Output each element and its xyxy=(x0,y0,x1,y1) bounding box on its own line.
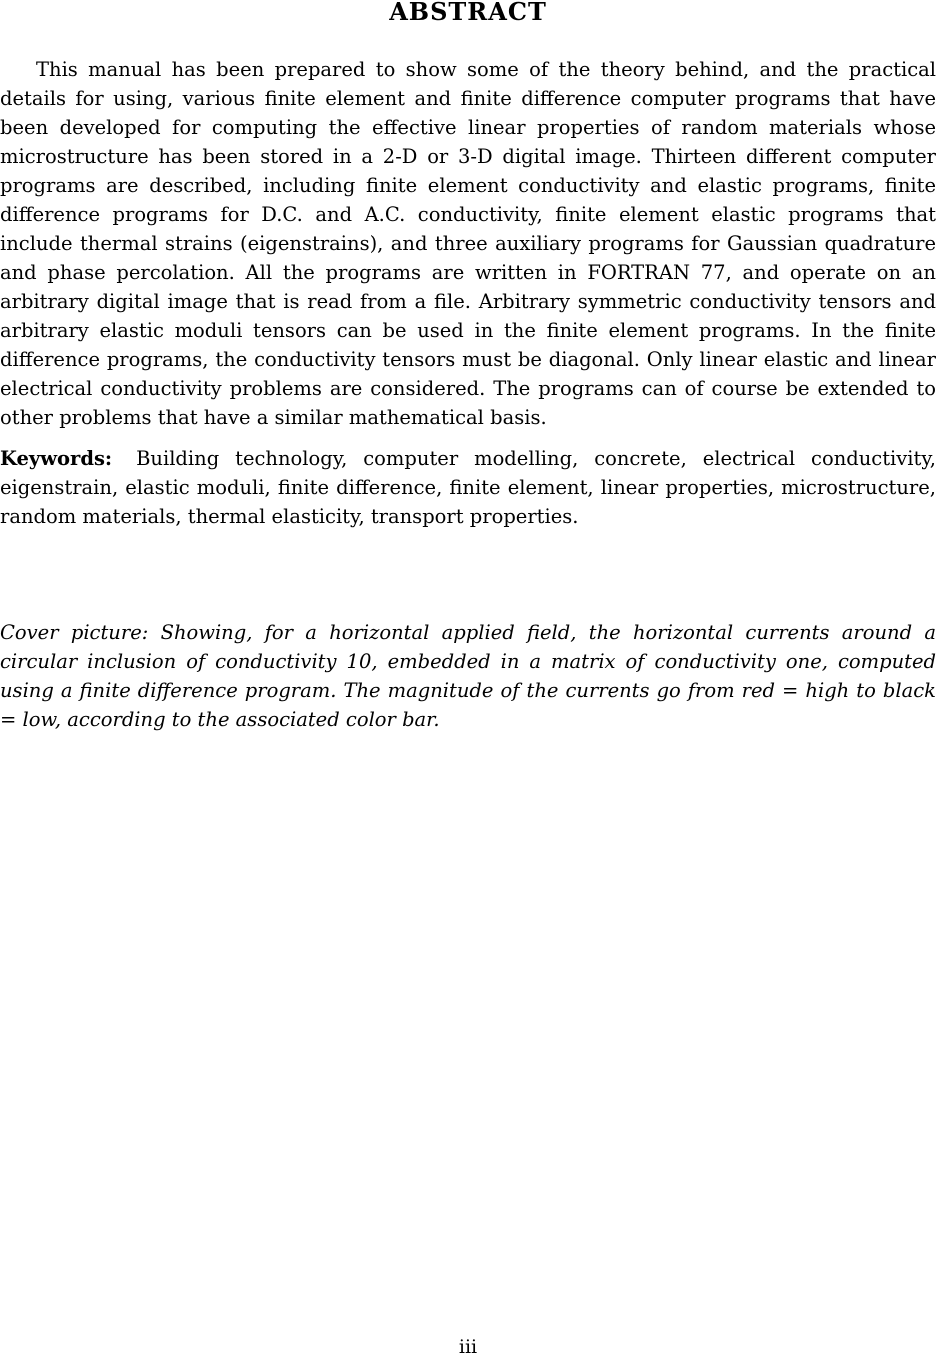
cover-picture-caption: Cover picture: Showing, for a horizontal applied field, the horizontal currents around a circular inclusion of conductivity 10, embedded in a matrix of conductivity one, computed using a finite difference program. The magnitude of the currents go from red = high to black = low, according to the associated color bar. xyxy=(0,621,936,731)
keywords-paragraph xyxy=(0,444,936,531)
keywords-label: Keywords: xyxy=(0,447,113,470)
abstract-paragraph: This manual has been prepared to show some of the theory behind, and the practical details for using, various finite element and finite difference computer programs that have been developed for computing the effective linear properties of random materials whose microstructure has been stored in a 2-D or 3-D digital image. Thirteen different computer programs are described, including finite element conductivity and elastic programs, finite difference programs for D.C. and A.C. conductivity, finite element elastic programs that include thermal strains (eigenstrains), and three auxiliary programs for Gaussian quadrature and phase percolation. All the programs are written in FORTRAN 77, and operate on an arbitrary digital image that is read from a file. Arbitrary symmetric conductivity tensors and arbitrary elastic moduli tensors can be used in the finite element programs. In the finite difference programs, the conductivity tensors must be diagonal. Only linear elastic and linear electrical conductivity problems are considered. The programs can of course be extended to other problems that have a similar mathematical basis. xyxy=(0,58,936,429)
page-number: iii xyxy=(458,1336,478,1358)
keywords-text: Building technology, computer modelling, concrete, electrical conductivity, eigenstrain, elastic moduli, finite difference, finite element, linear properties, microstructure, random materials, thermal elasticity, transport properties. xyxy=(0,447,936,528)
abstract-heading: ABSTRACT xyxy=(389,0,547,26)
